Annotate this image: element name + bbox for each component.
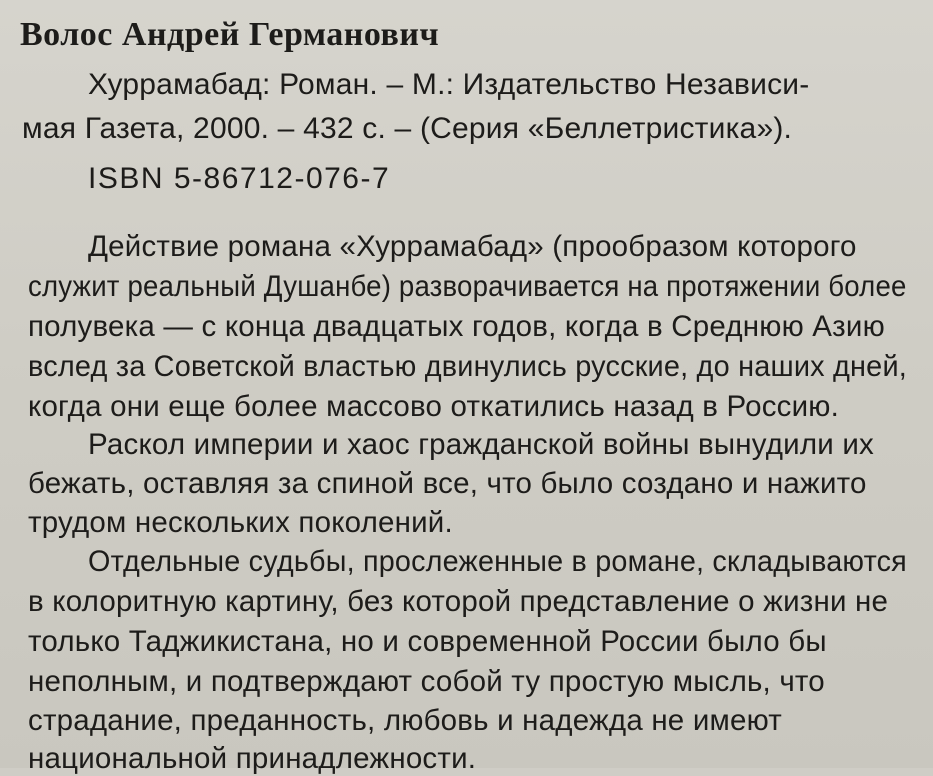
bibliography-line-1: Хуррамабад: Роман. – М.: Издательство Независи-	[88, 68, 810, 101]
annotation-p2-line-2: бежать, оставляя за спиной все, что было создано и нажито	[28, 467, 867, 500]
annotation-p3-line-6: национальной принадлежности.	[28, 742, 477, 775]
annotation-p3-line-1: Отдельные судьбы, прослеженные в романе, складываются	[88, 545, 907, 578]
annotation-p1-line-2: служит реальный Душанбе) разворачивается на протяжении более	[28, 270, 907, 303]
isbn: ISBN 5-86712-076-7	[88, 162, 391, 195]
annotation-p2-line-3: трудом нескольких поколений.	[28, 506, 453, 539]
author-name: Волос Андрей Германович	[20, 16, 440, 53]
annotation-p2-line-1: Раскол империи и хаос гражданской войны вынудили их	[88, 428, 874, 461]
annotation-p3-line-3: только Таджикистана, но и современной России было бы	[28, 625, 827, 658]
annotation-p1-line-3: полувека — с конца двадцатых годов, когда в Среднюю Азию	[28, 310, 885, 343]
bibliography-line-2: мая Газета, 2000. – 432 с. – (Серия «Беллетристика»).	[22, 112, 793, 145]
annotation-p3-line-5: страдание, преданность, любовь и надежда не имеют	[28, 704, 782, 737]
annotation-p3-line-4: неполным, и подтверждают собой ту простую мысль, что	[28, 665, 825, 698]
annotation-p1-line-4: вслед за Советской властью двинулись русские, до наших дней,	[28, 350, 907, 383]
annotation-p3-line-2: в колоритную картину, без которой представление о жизни не	[28, 585, 889, 618]
annotation-p1-line-1: Действие романа «Хуррамабад» (прообразом которого	[88, 230, 857, 263]
annotation-p1-line-5: когда они еще более массово откатились назад в Россию.	[28, 390, 840, 423]
